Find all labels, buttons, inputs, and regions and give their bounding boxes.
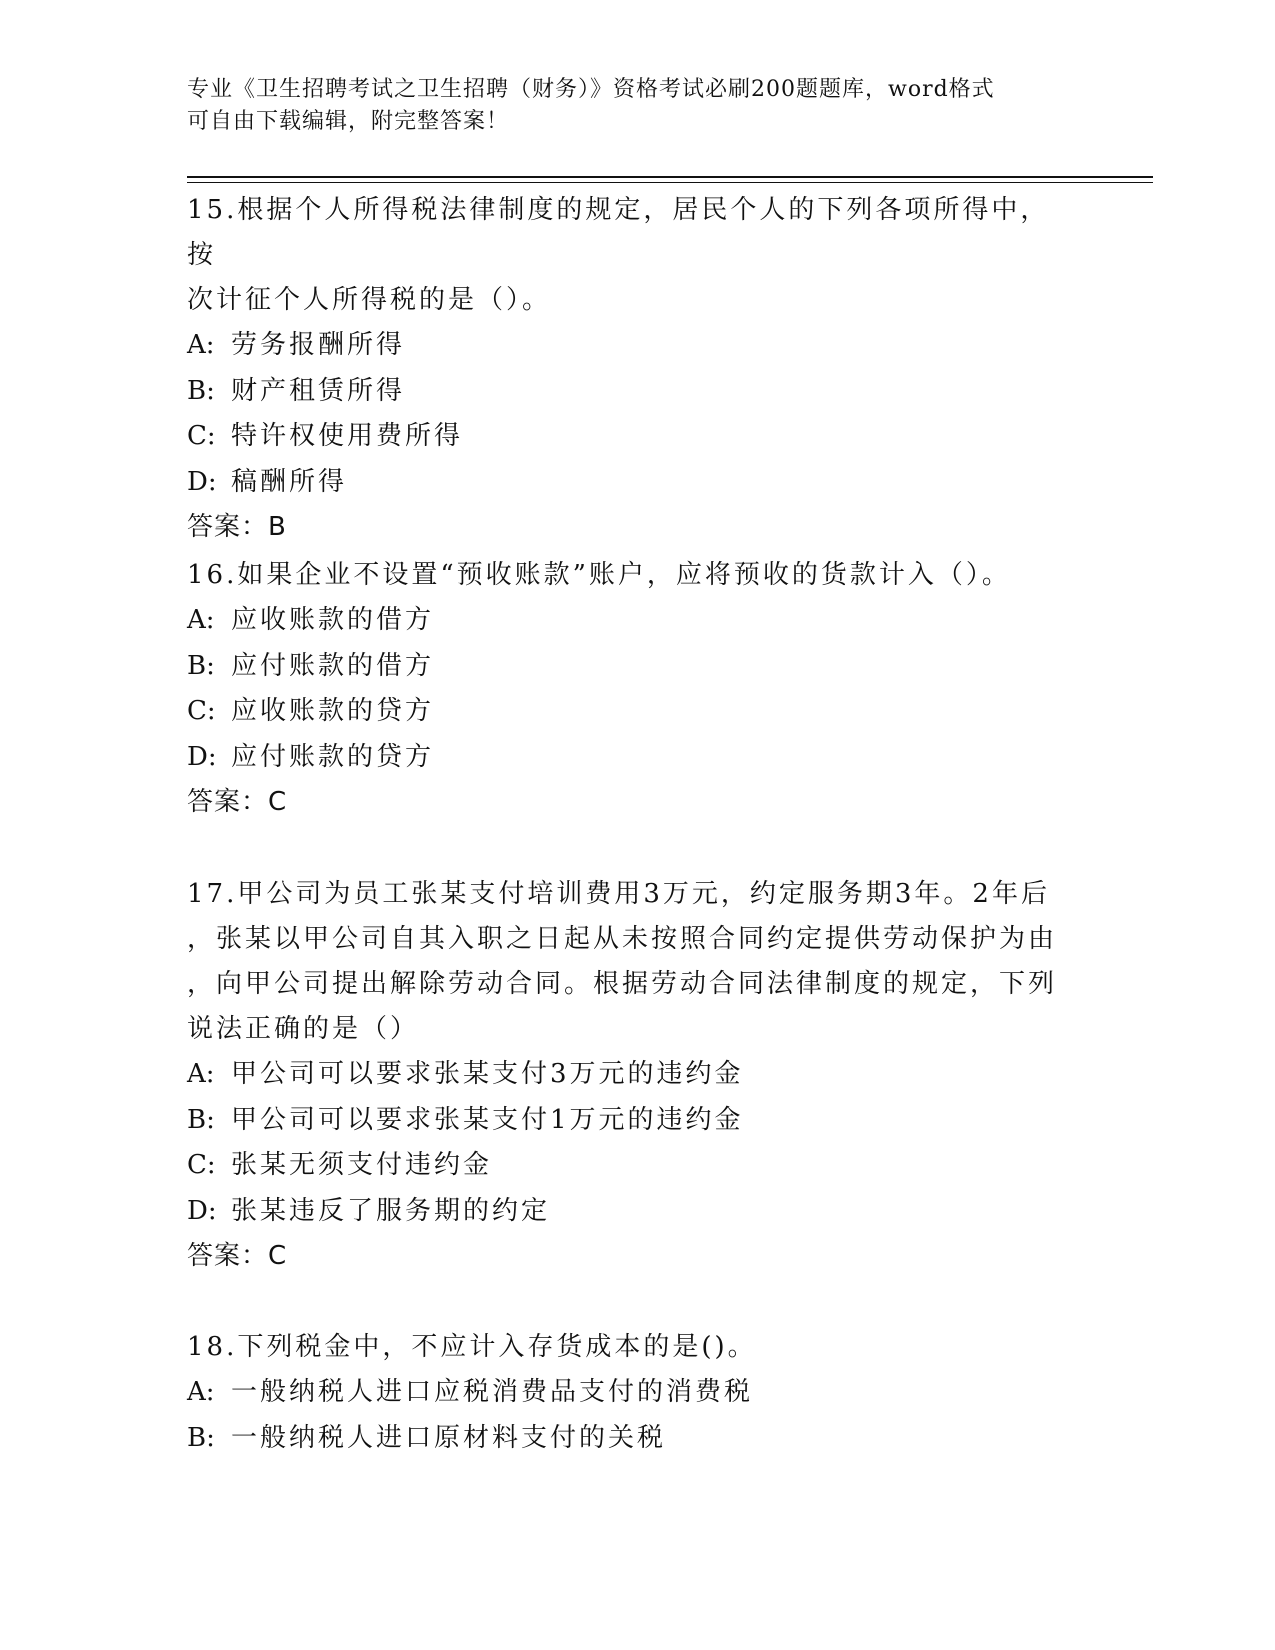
option-text: 张某违反了服务期的约定 xyxy=(231,1195,551,1226)
option-letter: B: xyxy=(187,375,215,406)
option-b xyxy=(187,1416,1067,1462)
option-d xyxy=(187,460,1067,506)
question-18 xyxy=(187,1325,1067,1461)
answer-line: 答案：C xyxy=(187,1241,288,1271)
option-text: 一般纳税人进口应税消费品支付的消费税 xyxy=(231,1377,754,1407)
option-text: 应收账款的贷方 xyxy=(231,696,435,726)
option-c xyxy=(187,689,1067,735)
option-a xyxy=(187,1370,1067,1416)
option-text: 应付账款的贷方 xyxy=(231,741,435,772)
question-17 xyxy=(187,872,1067,1279)
option-text: 财产租赁所得 xyxy=(231,375,406,406)
header-divider-thick xyxy=(187,176,1153,178)
option-a xyxy=(187,598,1067,644)
option-letter: D: xyxy=(187,466,217,497)
option-letter: A: xyxy=(187,330,215,360)
option-letter: C: xyxy=(187,1150,216,1180)
option-letter: D: xyxy=(187,741,217,772)
option-b xyxy=(187,1098,1067,1144)
document-header xyxy=(187,74,1067,138)
option-letter: A: xyxy=(187,1377,215,1407)
option-text: 特许权使用费所得 xyxy=(231,421,464,451)
answer-line: 答案：B xyxy=(187,512,287,542)
option-b xyxy=(187,644,1067,690)
option-c xyxy=(187,414,1067,460)
option-text: 应付账款的借方 xyxy=(231,650,435,681)
question-15 xyxy=(187,188,1067,550)
option-letter: C: xyxy=(187,421,216,451)
option-letter: D: xyxy=(187,1195,217,1226)
header-line-1: 专业《卫生招聘考试之卫生招聘（财务）》资格考试必刷200题题库，word格式 xyxy=(187,77,995,102)
option-letter: B: xyxy=(187,1422,215,1453)
option-b xyxy=(187,369,1067,415)
option-letter: B: xyxy=(187,1104,215,1135)
option-text: 劳务报酬所得 xyxy=(231,330,406,360)
question-stem-line: 说法正确的是（） xyxy=(187,1014,420,1044)
option-text: 一般纳税人进口原材料支付的关税 xyxy=(231,1422,667,1453)
option-d xyxy=(187,735,1067,781)
option-text: 稿酬所得 xyxy=(231,466,348,497)
header-divider-thin xyxy=(187,182,1153,183)
question-stem-line: ，向甲公司提出解除劳动合同。根据劳动合同法律制度的规定，下列 xyxy=(187,969,1058,999)
question-stem-line: 18.下列税金中，不应计入存货成本的是()。 xyxy=(187,1332,757,1362)
question-16 xyxy=(187,553,1067,825)
option-d xyxy=(187,1189,1067,1235)
question-stem-line: 16.如果企业不设置“预收账款”账户，应将预收的货款计入（）。 xyxy=(187,560,1011,590)
option-letter: B: xyxy=(187,650,215,681)
option-a xyxy=(187,323,1067,369)
option-a xyxy=(187,1052,1067,1098)
question-stem-line: ，张某以甲公司自其入职之日起从未按照合同约定提供劳动保护为由 xyxy=(187,924,1058,954)
option-text: 甲公司可以要求张某支付1万元的违约金 xyxy=(231,1104,744,1135)
question-stem-line: 次计征个人所得税的是（）。 xyxy=(187,285,552,315)
option-text: 张某无须支付违约金 xyxy=(231,1150,493,1180)
answer-line: 答案：C xyxy=(187,787,288,817)
option-letter: A: xyxy=(187,1059,215,1089)
question-stem-line: 17.甲公司为员工张某支付培训费用3万元，约定服务期3年。2年后 xyxy=(187,879,1050,909)
option-text: 应收账款的借方 xyxy=(231,605,435,635)
option-letter: C: xyxy=(187,696,216,726)
header-line-2: 可自由下载编辑，附完整答案！ xyxy=(187,109,510,134)
question-stem-line: 15.根据个人所得税法律制度的规定，居民个人的下列各项所得中，按 xyxy=(187,195,1050,270)
option-text: 甲公司可以要求张某支付3万元的违约金 xyxy=(231,1059,744,1089)
option-c xyxy=(187,1143,1067,1189)
option-letter: A: xyxy=(187,605,215,635)
